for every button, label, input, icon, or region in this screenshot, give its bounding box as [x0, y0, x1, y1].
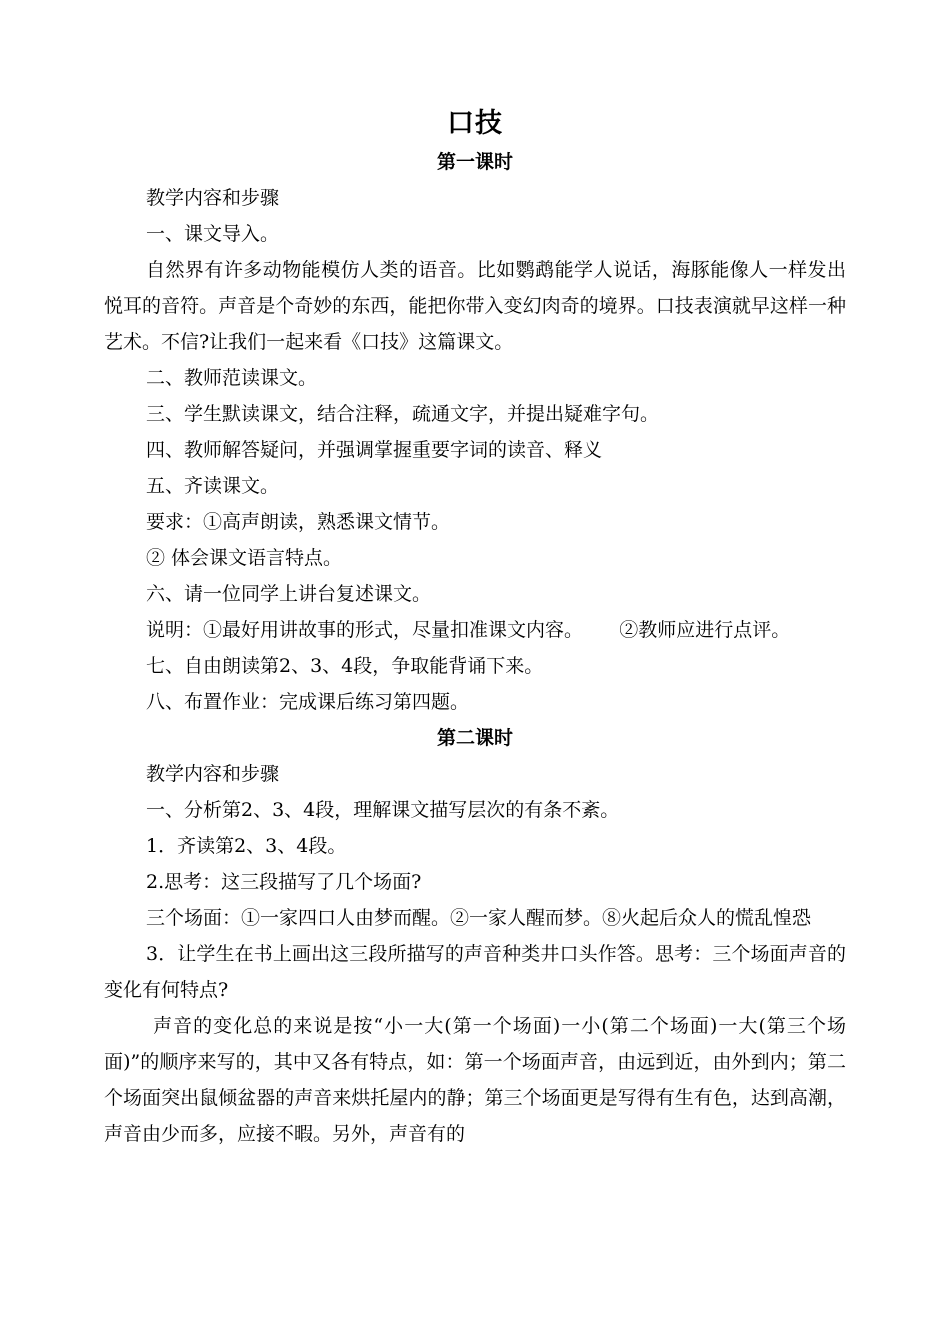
paragraph: ② 体会课文语言特点。: [146, 547, 343, 569]
paragraph: 自然界有许多动物能模仿人类的语音。比如鹦鹉能学人说话，海豚能像人一样发出悦耳的音符。声音是个奇妙的东西，能把你带入变幻肉奇的境界。口技表演就早这样一种艺术。不信?让我们一起来看《口技》这篇课文。: [104, 259, 846, 353]
paragraph: 教学内容和步骤: [146, 187, 280, 209]
lesson1-body: [104, 180, 846, 720]
paragraph: 二、教师范读课文。: [146, 367, 318, 389]
paragraph: 三、学生默读课文，结合注释，疏通文字，并提出疑难字句。: [146, 403, 660, 425]
document-title: 口技: [447, 108, 503, 139]
paragraph: 1．齐读第2、3、4段。: [146, 835, 347, 857]
paragraph: 一、课文导入。: [146, 223, 280, 245]
document-page: [104, 104, 846, 1152]
paragraph: 声音的变化总的来说是按“小一大(第一个场面)一小(第二个场面)一大(第三个场面)”的顺序来写的，其中又各有特点，如：第一个场面声音，由远到近，由外到内；第二个场面突出鼠倾盆器的声音来烘托屋内的静；第三个场面更是写得有生有色，达到高潮，声音由少而多，应接不暇。另外，声音有的: [104, 1015, 846, 1145]
paragraph: 一、分析第2、3、4段，理解课文描写层次的有条不紊。: [146, 799, 620, 821]
paragraph: 三个场面：①一家四口人由梦而醒。②一家人醒而梦。⑧火起后众人的慌乱惶恐: [146, 907, 812, 929]
lesson2-body: [104, 756, 846, 1152]
paragraph: 要求：①高声朗读，熟悉课文情节。: [146, 511, 451, 533]
lesson2-heading: 第二课时: [436, 727, 513, 749]
paragraph: 2.思考：这三段描写了几个场面?: [146, 871, 422, 893]
paragraph: 教学内容和步骤: [146, 763, 280, 785]
paragraph: 五、齐读课文。: [146, 475, 280, 497]
lesson1-heading: 第一课时: [436, 151, 513, 173]
paragraph: 3．让学生在书上画出这三段所描写的声音种类井口头作答。思考：三个场面声音的变化有何特点?: [104, 943, 846, 1001]
paragraph: 八、布置作业：完成课后练习第四题。: [146, 691, 470, 713]
paragraph: 六、请一位同学上讲台复述课文。: [146, 583, 432, 605]
paragraph: 七、自由朗读第2、3、4段，争取能背诵下来。: [146, 655, 544, 677]
paragraph: 说明：①最好用讲故事的形式，尽量扣准课文内容。 ②教师应进行点评。: [146, 619, 791, 641]
paragraph: 四、教师解答疑问，并强调掌握重要字词的读音、释义: [146, 439, 603, 461]
